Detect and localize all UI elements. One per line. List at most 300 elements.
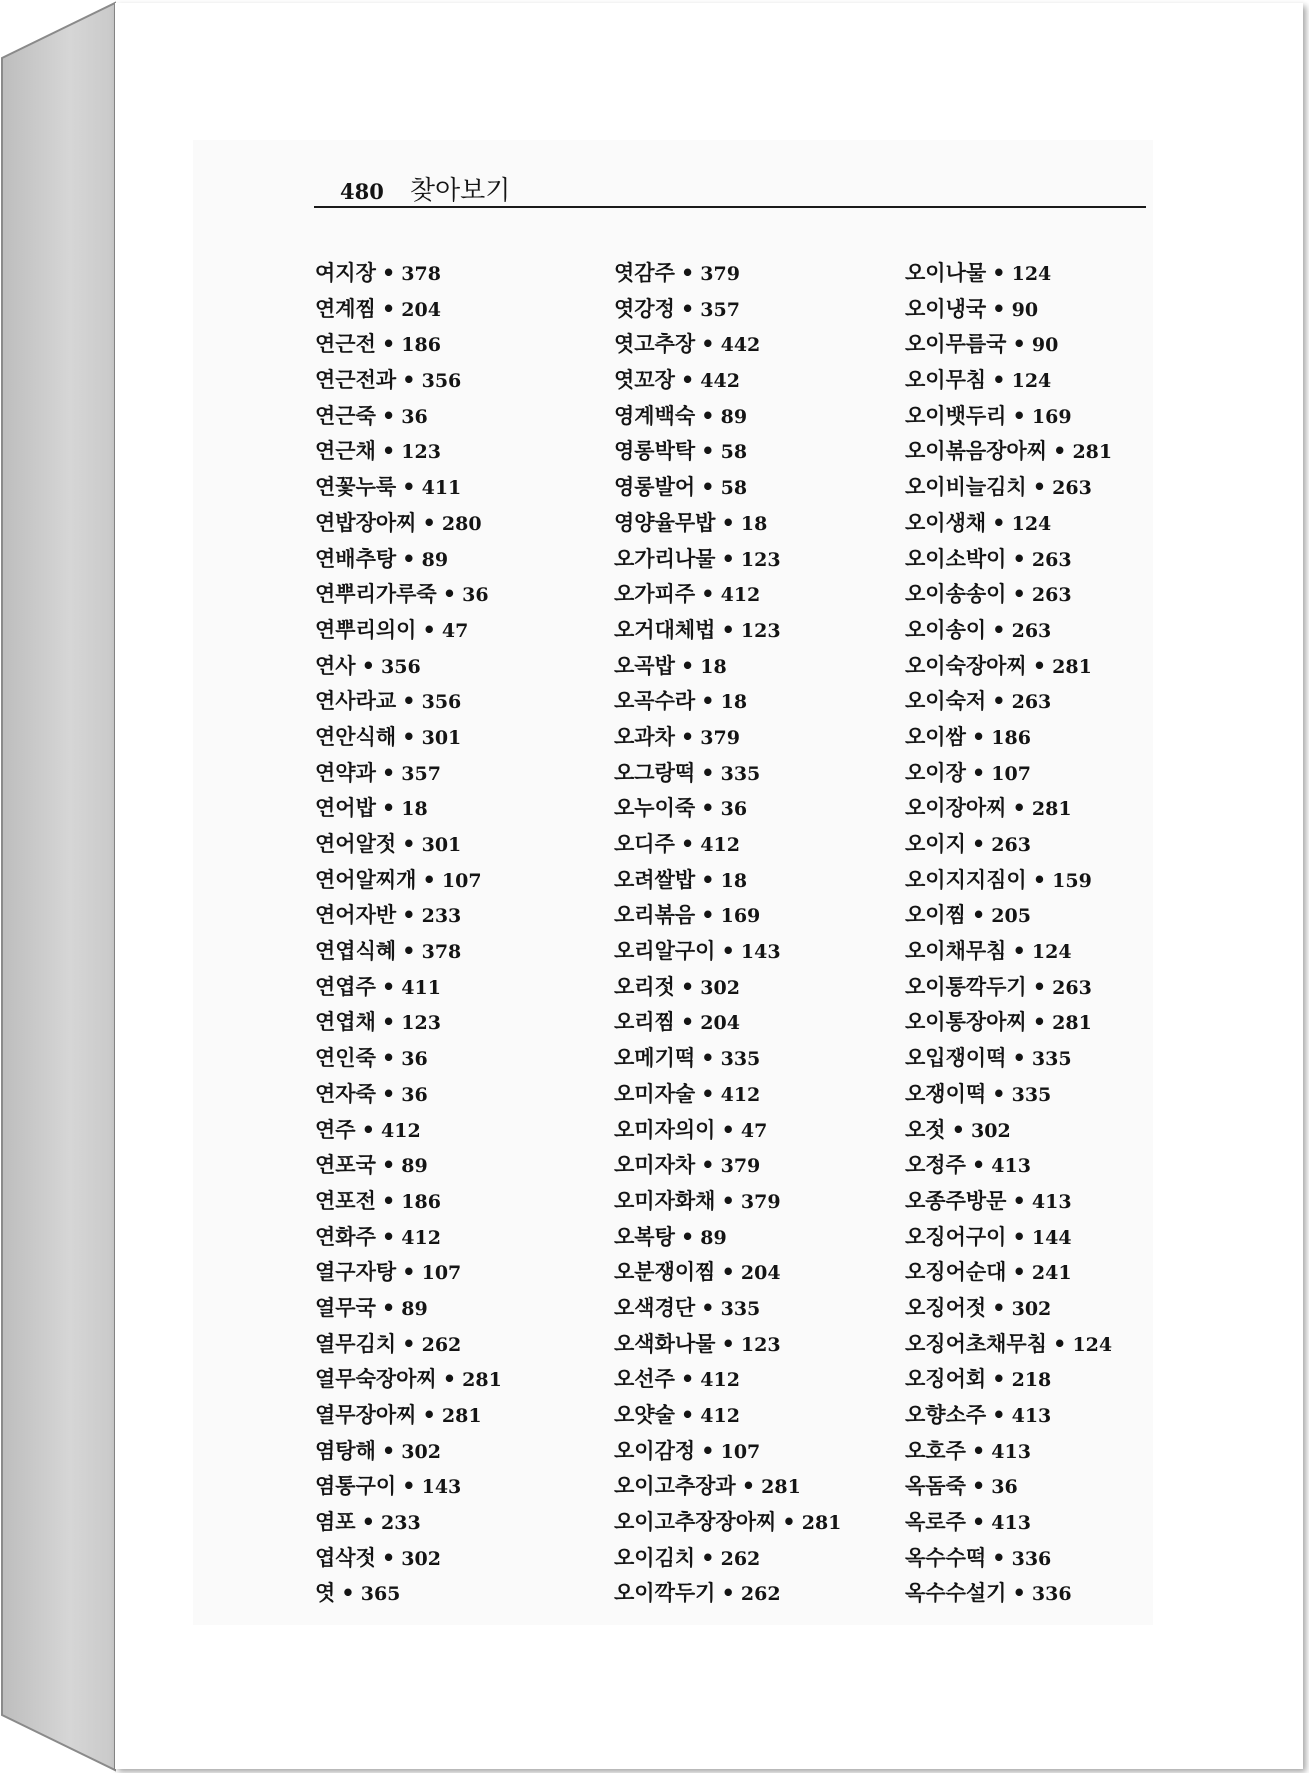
entry-term: 염통구이: [315, 1474, 397, 1499]
entry-separator: •: [951, 1117, 966, 1142]
index-entry: [905, 362, 1112, 398]
entry-separator: •: [402, 368, 416, 393]
entry-page-number: 413: [1031, 1190, 1072, 1213]
entry-separator: •: [992, 1295, 1006, 1320]
index-entry: [905, 969, 1112, 1005]
entry-separator: •: [381, 796, 396, 821]
entry-term: 오이냉국: [905, 296, 987, 321]
entry-page-number: 124: [1011, 370, 1052, 393]
index-entry: [905, 433, 1112, 469]
entry-page-number: 335: [1011, 1083, 1052, 1106]
index-entry: [315, 541, 502, 577]
entry-term: 연포전: [315, 1188, 376, 1213]
entry-separator: •: [721, 1188, 735, 1213]
page-number: 480: [340, 179, 384, 204]
entry-page-number: 36: [462, 584, 489, 607]
entry-separator: •: [701, 1046, 715, 1071]
entry-term: 연어밥: [315, 796, 376, 821]
entry-separator: •: [680, 653, 695, 678]
index-entry: [614, 1504, 841, 1540]
entry-page-number: 335: [1031, 1048, 1072, 1071]
entry-term: 연주: [315, 1117, 356, 1142]
entry-separator: •: [1012, 1188, 1026, 1213]
index-entry: [315, 1504, 502, 1540]
entry-term: 연근전: [315, 332, 376, 357]
entry-page-number: 281: [801, 1512, 842, 1535]
entry-page-number: 336: [1011, 1547, 1052, 1570]
entry-page-number: 281: [761, 1476, 801, 1499]
entry-separator: •: [701, 760, 715, 785]
entry-term: 연자죽: [315, 1081, 376, 1106]
entry-term: 영롱박탁: [614, 439, 696, 464]
entry-term: 오리알구이: [614, 939, 716, 964]
entry-term: 연근채: [315, 439, 376, 464]
entry-page-number: 18: [720, 869, 748, 892]
index-entry: [614, 790, 841, 826]
index-column-1: [315, 255, 502, 1611]
index-entry: [614, 1433, 841, 1469]
entry-term: 연어알찌개: [315, 867, 417, 892]
entry-term: 엿꼬장: [614, 368, 675, 393]
entry-page-number: 89: [401, 1297, 428, 1320]
index-entry: [315, 1183, 502, 1219]
index-entry: [315, 576, 502, 612]
index-entry: [315, 1397, 502, 1433]
entry-page-number: 107: [421, 1262, 462, 1285]
entry-page-number: 204: [700, 1012, 740, 1035]
entry-separator: •: [1012, 796, 1026, 821]
index-entry: [614, 1219, 841, 1255]
entry-page-number: 356: [381, 655, 421, 678]
index-entry: [905, 398, 1112, 434]
index-entry: [614, 826, 841, 862]
entry-page-number: 186: [991, 726, 1031, 749]
entry-separator: •: [701, 1153, 715, 1178]
entry-term: 연인죽: [315, 1046, 376, 1071]
entry-separator: •: [402, 689, 416, 714]
entry-term: 오이채무침: [905, 939, 1007, 964]
entry-separator: •: [422, 867, 436, 892]
entry-page-number: 379: [700, 263, 740, 285]
entry-term: 오쟁이떡: [905, 1081, 987, 1106]
entry-term: 오미자차: [614, 1153, 696, 1178]
index-entry: [614, 1575, 841, 1611]
entry-page-number: 365: [360, 1583, 401, 1606]
entry-page-number: 241: [1031, 1262, 1072, 1285]
index-entry: [614, 897, 841, 933]
entry-separator: •: [992, 1403, 1006, 1427]
entry-separator: •: [402, 832, 416, 856]
entry-separator: •: [680, 1367, 695, 1392]
entry-term: 연근전과: [315, 368, 397, 393]
index-entry: [905, 505, 1112, 541]
index-entry: [614, 969, 841, 1005]
index-column-3: [905, 255, 1112, 1611]
index-entry: [614, 933, 841, 969]
entry-separator: •: [701, 1545, 715, 1570]
entry-page-number: 412: [720, 584, 761, 607]
index-entry: [614, 1468, 841, 1504]
entry-page-number: 412: [381, 1119, 421, 1142]
entry-page-number: 218: [1011, 1369, 1052, 1392]
index-entry: [315, 683, 502, 719]
entry-page-number: 411: [421, 477, 462, 500]
entry-separator: •: [992, 617, 1006, 642]
index-entry: [614, 1183, 841, 1219]
entry-separator: •: [701, 582, 715, 607]
entry-separator: •: [1012, 332, 1026, 357]
entry-term: 옥돔죽: [905, 1474, 966, 1499]
entry-page-number: 159: [1052, 869, 1092, 892]
index-entry: [614, 1540, 841, 1576]
entry-term: 열무국: [315, 1295, 376, 1320]
index-entry: [614, 1076, 841, 1112]
index-entry: [905, 255, 1112, 291]
entry-page-number: 123: [401, 441, 441, 464]
entry-page-number: 412: [700, 834, 740, 856]
entry-page-number: 204: [740, 1262, 781, 1285]
entry-term: 오입쟁이떡: [905, 1046, 1007, 1071]
entry-page-number: 18: [740, 512, 768, 535]
entry-term: 오가피주: [614, 582, 696, 607]
index-entry: [315, 1004, 502, 1040]
entry-page-number: 281: [1052, 1012, 1092, 1035]
entry-separator: •: [741, 1474, 756, 1499]
entry-term: 연엽식혜: [315, 939, 397, 964]
index-entry: [614, 1397, 841, 1433]
entry-separator: •: [381, 403, 396, 428]
index-entry: [614, 255, 841, 291]
entry-term: 연사라교: [315, 689, 397, 714]
entry-separator: •: [971, 903, 986, 928]
entry-term: 연사: [315, 653, 356, 678]
entry-page-number: 378: [421, 941, 462, 964]
entry-term: 오이고추장과: [614, 1474, 736, 1499]
entry-term: 오이생채: [905, 510, 987, 535]
index-entry: [315, 1290, 502, 1326]
entry-page-number: 442: [700, 370, 740, 393]
entry-page-number: 302: [1011, 1297, 1052, 1320]
entry-page-number: 379: [700, 726, 740, 749]
entry-page-number: 263: [1011, 691, 1052, 714]
entry-term: 엿감주: [614, 261, 675, 285]
entry-term: 오그랑떡: [614, 760, 696, 785]
entry-separator: •: [442, 582, 457, 607]
running-header: [340, 170, 510, 210]
entry-term: 오이감정: [614, 1438, 696, 1463]
entry-page-number: 169: [720, 905, 761, 928]
entry-page-number: 301: [421, 726, 462, 749]
entry-separator: •: [971, 1474, 986, 1499]
entry-separator: •: [721, 1581, 735, 1606]
entry-page-number: 36: [401, 1048, 428, 1071]
entry-separator: •: [721, 617, 735, 642]
entry-page-number: 356: [421, 691, 462, 714]
entry-page-number: 263: [1011, 619, 1052, 642]
entry-page-number: 263: [1052, 477, 1092, 500]
entry-page-number: 301: [421, 834, 462, 856]
entry-page-number: 124: [1031, 941, 1072, 964]
index-entry: [315, 969, 502, 1005]
entry-term: 연뿌리의이: [315, 617, 417, 642]
index-entry: [905, 612, 1112, 648]
entry-page-number: 89: [421, 548, 449, 571]
entry-separator: •: [701, 796, 715, 821]
index-entry: [614, 505, 841, 541]
index-entry: [905, 897, 1112, 933]
entry-term: 연엽채: [315, 1010, 376, 1035]
entry-separator: •: [422, 617, 436, 642]
entry-term: 오이찜: [905, 903, 966, 928]
index-entry: [315, 1254, 502, 1290]
entry-term: 오디주: [614, 832, 675, 856]
entry-separator: •: [341, 1581, 355, 1606]
index-entry: [315, 1076, 502, 1112]
entry-separator: •: [992, 1545, 1006, 1570]
entry-separator: •: [361, 1117, 376, 1142]
index-entry: [315, 398, 502, 434]
index-entry: [905, 790, 1112, 826]
index-entry: [315, 1219, 502, 1255]
index-entry: [614, 433, 841, 469]
index-entry: [905, 1076, 1112, 1112]
entry-separator: •: [992, 1367, 1006, 1392]
index-entry: [614, 1290, 841, 1326]
entry-separator: •: [680, 1224, 695, 1249]
entry-separator: •: [1032, 867, 1047, 892]
entry-term: 오가리나물: [614, 546, 716, 571]
entry-term: 오이숙저: [905, 689, 987, 714]
entry-term: 오호주: [905, 1438, 966, 1463]
entry-page-number: 186: [401, 1190, 441, 1213]
index-entry: [614, 683, 841, 719]
index-entry: [905, 862, 1112, 898]
entry-separator: •: [721, 510, 735, 535]
entry-separator: •: [971, 1510, 986, 1535]
entry-page-number: 302: [700, 976, 740, 999]
index-entry: [614, 398, 841, 434]
entry-term: 염포: [315, 1510, 356, 1535]
index-entry: [315, 362, 502, 398]
entry-term: 엿: [315, 1581, 336, 1606]
index-entry: [905, 541, 1112, 577]
entry-separator: •: [782, 1510, 796, 1535]
entry-page-number: 262: [720, 1547, 761, 1570]
index-entry: [905, 826, 1112, 862]
entry-term: 영양율무밥: [614, 510, 716, 535]
entry-page-number: 335: [720, 762, 761, 785]
entry-page-number: 107: [441, 869, 482, 892]
entry-separator: •: [992, 296, 1006, 321]
entry-page-number: 262: [740, 1583, 781, 1606]
entry-separator: •: [402, 939, 416, 964]
entry-separator: •: [701, 1081, 715, 1106]
entry-term: 오려쌀밥: [614, 867, 696, 892]
index-entry: [315, 933, 502, 969]
entry-page-number: 204: [401, 298, 441, 321]
entry-term: 연화주: [315, 1224, 376, 1249]
entry-separator: •: [381, 1188, 396, 1213]
entry-separator: •: [381, 439, 396, 464]
entry-separator: •: [1053, 1331, 1067, 1356]
index-entry: [905, 1540, 1112, 1576]
entry-page-number: 233: [381, 1512, 421, 1535]
entry-term: 오정주: [905, 1153, 966, 1178]
entry-term: 오이송송이: [905, 582, 1007, 607]
entry-term: 오선주: [614, 1367, 675, 1392]
entry-term: 염탕해: [315, 1438, 376, 1463]
entry-term: 엽삭젓: [315, 1545, 376, 1570]
entry-separator: •: [1032, 1010, 1047, 1035]
entry-term: 오리찜: [614, 1010, 675, 1035]
index-entry: [905, 1219, 1112, 1255]
entry-term: 연뿌리가루죽: [315, 582, 437, 607]
index-entry: [315, 1575, 502, 1611]
entry-separator: •: [1012, 1581, 1026, 1606]
entry-term: 오이숙장아찌: [905, 653, 1027, 678]
entry-separator: •: [971, 724, 986, 749]
entry-page-number: 280: [441, 512, 482, 535]
entry-term: 연배추탕: [315, 546, 397, 571]
entry-separator: •: [992, 1081, 1006, 1106]
entry-term: 오징어순대: [905, 1260, 1007, 1285]
entry-term: 오이소박이: [905, 546, 1007, 571]
entry-term: 오누이죽: [614, 796, 696, 821]
index-entry: [315, 326, 502, 362]
entry-page-number: 107: [720, 1440, 761, 1463]
entry-term: 오이장: [905, 760, 966, 785]
index-entry: [315, 1112, 502, 1148]
entry-separator: •: [402, 1331, 416, 1356]
entry-page-number: 302: [971, 1119, 1011, 1142]
entry-term: 열구자탕: [315, 1260, 397, 1285]
entry-term: 엿강정: [614, 296, 675, 321]
entry-page-number: 89: [401, 1155, 428, 1178]
entry-page-number: 379: [720, 1155, 761, 1178]
entry-separator: •: [1032, 475, 1047, 500]
index-entry: [905, 326, 1112, 362]
index-entry: [905, 933, 1112, 969]
entry-separator: •: [680, 296, 695, 321]
entry-page-number: 143: [740, 941, 781, 964]
entry-page-number: 281: [1052, 655, 1092, 678]
entry-page-number: 281: [462, 1369, 502, 1392]
entry-page-number: 186: [401, 334, 441, 357]
entry-term: 오이무름국: [905, 332, 1007, 357]
entry-page-number: 442: [720, 334, 761, 357]
index-entry: [315, 719, 502, 755]
entry-separator: •: [971, 832, 986, 856]
entry-page-number: 47: [740, 1119, 768, 1142]
entry-page-number: 302: [401, 1440, 441, 1463]
entry-separator: •: [701, 403, 715, 428]
entry-page-number: 411: [401, 976, 441, 999]
entry-term: 오징어젓: [905, 1295, 987, 1320]
index-entry: [905, 1326, 1112, 1362]
entry-term: 오징어회: [905, 1367, 987, 1392]
entry-separator: •: [381, 332, 396, 357]
entry-page-number: 262: [421, 1333, 462, 1356]
entry-page-number: 413: [991, 1155, 1031, 1178]
entry-separator: •: [381, 1153, 396, 1178]
index-entry: [905, 648, 1112, 684]
entry-separator: •: [1012, 939, 1026, 964]
entry-term: 오이장아찌: [905, 796, 1007, 821]
entry-term: 오징어초채무침: [905, 1331, 1048, 1356]
entry-term: 여지장: [315, 261, 376, 285]
entry-page-number: 378: [401, 263, 441, 285]
entry-term: 오얏술: [614, 1403, 675, 1427]
index-entry: [905, 1183, 1112, 1219]
entry-separator: •: [442, 1367, 457, 1392]
entry-page-number: 263: [1052, 976, 1092, 999]
entry-page-number: 263: [1031, 584, 1072, 607]
entry-page-number: 90: [1011, 298, 1039, 321]
entry-term: 오미자술: [614, 1081, 696, 1106]
entry-separator: •: [680, 832, 695, 856]
entry-term: 오미자화채: [614, 1188, 716, 1213]
entry-page-number: 89: [700, 1226, 727, 1249]
index-entry: [905, 1254, 1112, 1290]
entry-term: 오이뱃두리: [905, 403, 1007, 428]
entry-term: 열무숙장아찌: [315, 1367, 437, 1392]
index-entry: [905, 1575, 1112, 1611]
entry-separator: •: [680, 974, 695, 999]
entry-page-number: 124: [1011, 512, 1052, 535]
entry-separator: •: [971, 1438, 986, 1463]
entry-separator: •: [701, 867, 715, 892]
entry-page-number: 413: [1011, 1405, 1052, 1427]
entry-separator: •: [971, 1153, 986, 1178]
entry-term: 옥수수떡: [905, 1545, 987, 1570]
entry-term: 오이고추장장아찌: [614, 1510, 777, 1535]
entry-page-number: 36: [401, 1083, 428, 1106]
index-entry: [905, 1397, 1112, 1433]
entry-page-number: 281: [441, 1405, 482, 1427]
entry-separator: •: [721, 546, 735, 571]
entry-page-number: 412: [700, 1405, 740, 1427]
index-entry: [614, 648, 841, 684]
index-entry: [905, 1040, 1112, 1076]
entry-term: 오종주방문: [905, 1188, 1007, 1213]
entry-separator: •: [1012, 582, 1026, 607]
entry-term: 오리볶음: [614, 903, 696, 928]
entry-separator: •: [1012, 1224, 1026, 1249]
entry-term: 오이통깍두기: [905, 974, 1027, 999]
index-entry: [614, 362, 841, 398]
entry-term: 오이김치: [614, 1545, 696, 1570]
index-entry: [315, 1326, 502, 1362]
entry-term: 오이지지짐이: [905, 867, 1027, 892]
entry-separator: •: [402, 475, 416, 500]
entry-term: 열무장아찌: [315, 1403, 417, 1427]
index-entry: [315, 755, 502, 791]
entry-page-number: 90: [1031, 334, 1059, 357]
entry-page-number: 281: [1072, 441, 1113, 464]
entry-term: 오리젓: [614, 974, 675, 999]
entry-page-number: 124: [1011, 263, 1052, 285]
entry-separator: •: [361, 653, 376, 678]
index-entry: [905, 683, 1112, 719]
entry-term: 연계찜: [315, 296, 376, 321]
entry-separator: •: [402, 1260, 416, 1285]
entry-separator: •: [680, 1010, 695, 1035]
entry-page-number: 18: [401, 798, 428, 821]
index-entry: [315, 291, 502, 327]
entry-separator: •: [361, 1510, 376, 1535]
entry-separator: •: [1012, 403, 1026, 428]
entry-page-number: 281: [1031, 798, 1072, 821]
